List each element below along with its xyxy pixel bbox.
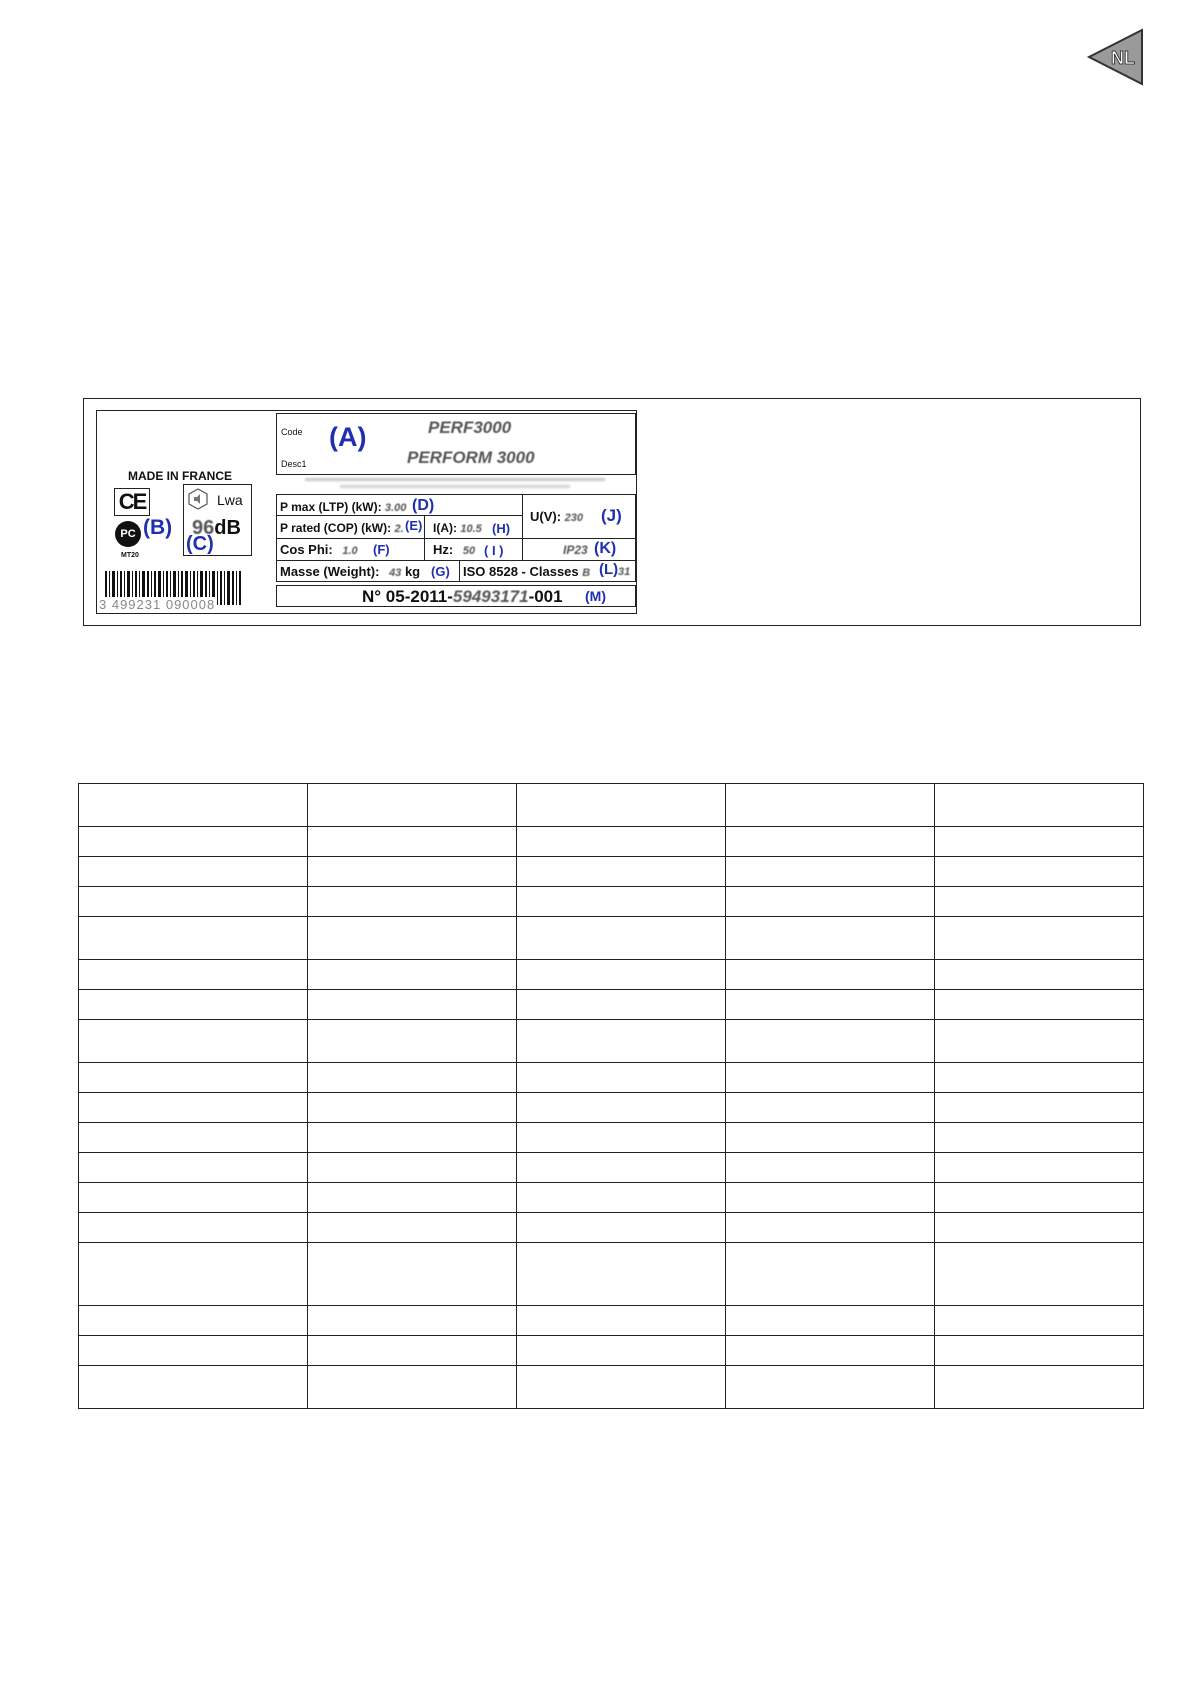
table-cell: [79, 1093, 308, 1123]
table-row: [79, 887, 1144, 917]
table-cell: [79, 1213, 308, 1243]
table-cell: [726, 1020, 935, 1063]
table-cell: [726, 1336, 935, 1366]
table-cell: [726, 1063, 935, 1093]
table-row: [79, 857, 1144, 887]
table-row: [79, 1243, 1144, 1306]
table-cell: [79, 827, 308, 857]
table-cell: [935, 827, 1144, 857]
table-cell: [935, 1243, 1144, 1306]
table-cell: [726, 990, 935, 1020]
callout-i: ( I ): [484, 543, 504, 558]
table-cell: [308, 857, 517, 887]
table-cell: [935, 1306, 1144, 1336]
desc-label: Desc1: [281, 459, 307, 469]
table-row: [79, 1063, 1144, 1093]
table-cell: [308, 1306, 517, 1336]
table-cell: [726, 917, 935, 960]
table-cell: [517, 1093, 726, 1123]
table-cell: [308, 1243, 517, 1306]
table-cell: [79, 1020, 308, 1063]
callout-l: (L): [599, 561, 619, 578]
current-field: I(A): 10.5: [433, 521, 482, 535]
table-cell: [517, 1306, 726, 1336]
language-badge-nl: [1085, 28, 1143, 86]
table-cell: [517, 1063, 726, 1093]
table-cell: [517, 887, 726, 917]
callout-j: (J): [601, 506, 622, 525]
table-cell: [79, 1243, 308, 1306]
table-cell: [308, 1153, 517, 1183]
table-row: [79, 1020, 1144, 1063]
pct-mark-icon: PC: [115, 521, 141, 547]
table-row: [79, 1123, 1144, 1153]
table-cell: [79, 1063, 308, 1093]
table-cell: [79, 990, 308, 1020]
table-cell: [935, 1063, 1144, 1093]
table-cell: [726, 1183, 935, 1213]
table-cell: [935, 887, 1144, 917]
table-cell: [79, 857, 308, 887]
spec-divider: [424, 515, 425, 560]
desc-value: PERFORM 3000: [407, 448, 535, 467]
lwa-label: Lwa: [217, 492, 243, 508]
table-cell: [79, 1183, 308, 1213]
table-cell: [79, 960, 308, 990]
table-cell: [308, 1020, 517, 1063]
table-cell: [726, 1123, 935, 1153]
callout-k: (K): [594, 540, 617, 557]
table-cell: [517, 990, 726, 1020]
callout-f: (F): [373, 542, 390, 557]
prated-field: P rated (COP) (kW): 2.: [280, 521, 404, 535]
table-cell: [935, 1366, 1144, 1409]
table-cell: [308, 990, 517, 1020]
table-row: [79, 1336, 1144, 1366]
table-cell: [79, 887, 308, 917]
table-row: [79, 784, 1144, 827]
table-cell: [79, 1336, 308, 1366]
table-cell: [726, 1153, 935, 1183]
callout-h: (H): [492, 521, 511, 536]
table-cell: [517, 827, 726, 857]
table-row: [79, 1153, 1144, 1183]
table-row: [79, 1183, 1144, 1213]
specifications-table: [78, 783, 1144, 1409]
table-row: [79, 1306, 1144, 1336]
fine-print-blur: [305, 478, 605, 481]
table-cell: [79, 917, 308, 960]
table-row: [79, 827, 1144, 857]
spec-divider: [276, 560, 636, 561]
table-cell: [726, 1366, 935, 1409]
ce-mark-icon: CE: [114, 488, 150, 516]
table-cell: [726, 1306, 935, 1336]
table-cell: [308, 1123, 517, 1153]
table-cell: [308, 1183, 517, 1213]
table-cell: [517, 1020, 726, 1063]
table-cell: [517, 1213, 726, 1243]
table-cell: [308, 1093, 517, 1123]
table-row: [79, 1093, 1144, 1123]
table-row: [79, 960, 1144, 990]
table-cell: [517, 1123, 726, 1153]
callout-m: (M): [585, 588, 606, 604]
table-cell: [935, 857, 1144, 887]
code-label: Code: [281, 427, 303, 437]
callout-g: (G): [431, 564, 450, 579]
hz-field: Hz: 50: [433, 542, 476, 557]
table-row: [79, 1213, 1144, 1243]
table-cell: [726, 784, 935, 827]
table-cell: [935, 1020, 1144, 1063]
table-cell: [308, 1213, 517, 1243]
barcode-number: 3 499231 090008: [99, 597, 216, 612]
table-cell: [308, 917, 517, 960]
table-cell: [308, 784, 517, 827]
sound-icon: [187, 488, 209, 510]
table-cell: [517, 917, 726, 960]
table-cell: [308, 887, 517, 917]
table-cell: [517, 1153, 726, 1183]
table-cell: [726, 1213, 935, 1243]
cosphi-field: Cos Phi: 1.0: [280, 542, 358, 557]
table-cell: [79, 1306, 308, 1336]
callout-a: (A): [329, 422, 367, 452]
fine-print-blur: [340, 485, 570, 488]
code-value: PERF3000: [428, 418, 512, 437]
callout-d: (D): [412, 497, 435, 514]
voltage-field: U(V): 230: [530, 509, 584, 524]
callout-e: (E): [405, 518, 423, 533]
table-cell: [726, 887, 935, 917]
table-cell: [79, 1366, 308, 1409]
table-cell: [726, 1093, 935, 1123]
table-cell: [308, 960, 517, 990]
callout-c: (C): [186, 533, 214, 555]
table-cell: [935, 990, 1144, 1020]
table-cell: [308, 1336, 517, 1366]
callout-b: (B): [143, 516, 173, 539]
table-cell: [935, 1093, 1144, 1123]
table-cell: [79, 1153, 308, 1183]
table-cell: [935, 784, 1144, 827]
table-cell: [517, 784, 726, 827]
spec-divider: [522, 494, 523, 560]
spec-divider: [276, 538, 636, 539]
table-cell: [517, 857, 726, 887]
table-cell: [517, 960, 726, 990]
table-cell: [935, 1336, 1144, 1366]
table-cell: [726, 960, 935, 990]
table-cell: [308, 827, 517, 857]
spec-divider: [459, 560, 460, 582]
table-cell: [726, 827, 935, 857]
table-cell: [726, 1243, 935, 1306]
serial-number: N° 05-2011-59493171-001: [362, 587, 563, 606]
table-cell: [726, 857, 935, 887]
table-cell: [935, 1153, 1144, 1183]
table-cell: [517, 1366, 726, 1409]
table-cell: [517, 1336, 726, 1366]
table-cell: [935, 917, 1144, 960]
table-cell: [935, 960, 1144, 990]
table-cell: [935, 1123, 1144, 1153]
table-cell: [935, 1183, 1144, 1213]
table-row: [79, 917, 1144, 960]
mass-field: Masse (Weight): 43 kg: [280, 564, 421, 579]
table-cell: [517, 1183, 726, 1213]
table-cell: [79, 784, 308, 827]
table-row: [79, 990, 1144, 1020]
pmax-field: P max (LTP) (kW): 3.00: [280, 500, 407, 514]
table-cell: [79, 1123, 308, 1153]
iso-tail: 31: [618, 566, 631, 578]
lwa-value: 96dB: [192, 517, 241, 539]
table-row: [79, 1366, 1144, 1409]
iso-field: ISO 8528 - Classes B: [463, 564, 591, 579]
table-cell: [935, 1213, 1144, 1243]
svg-text:NL: NL: [1111, 48, 1135, 68]
ip-rating: IP23: [563, 543, 588, 557]
table-cell: [308, 1366, 517, 1409]
spec-divider: [276, 515, 522, 516]
pct-sub-label: MT20: [121, 552, 139, 559]
table-cell: [517, 1243, 726, 1306]
table-cell: [308, 1063, 517, 1093]
made-in-label: MADE IN FRANCE: [128, 469, 232, 483]
